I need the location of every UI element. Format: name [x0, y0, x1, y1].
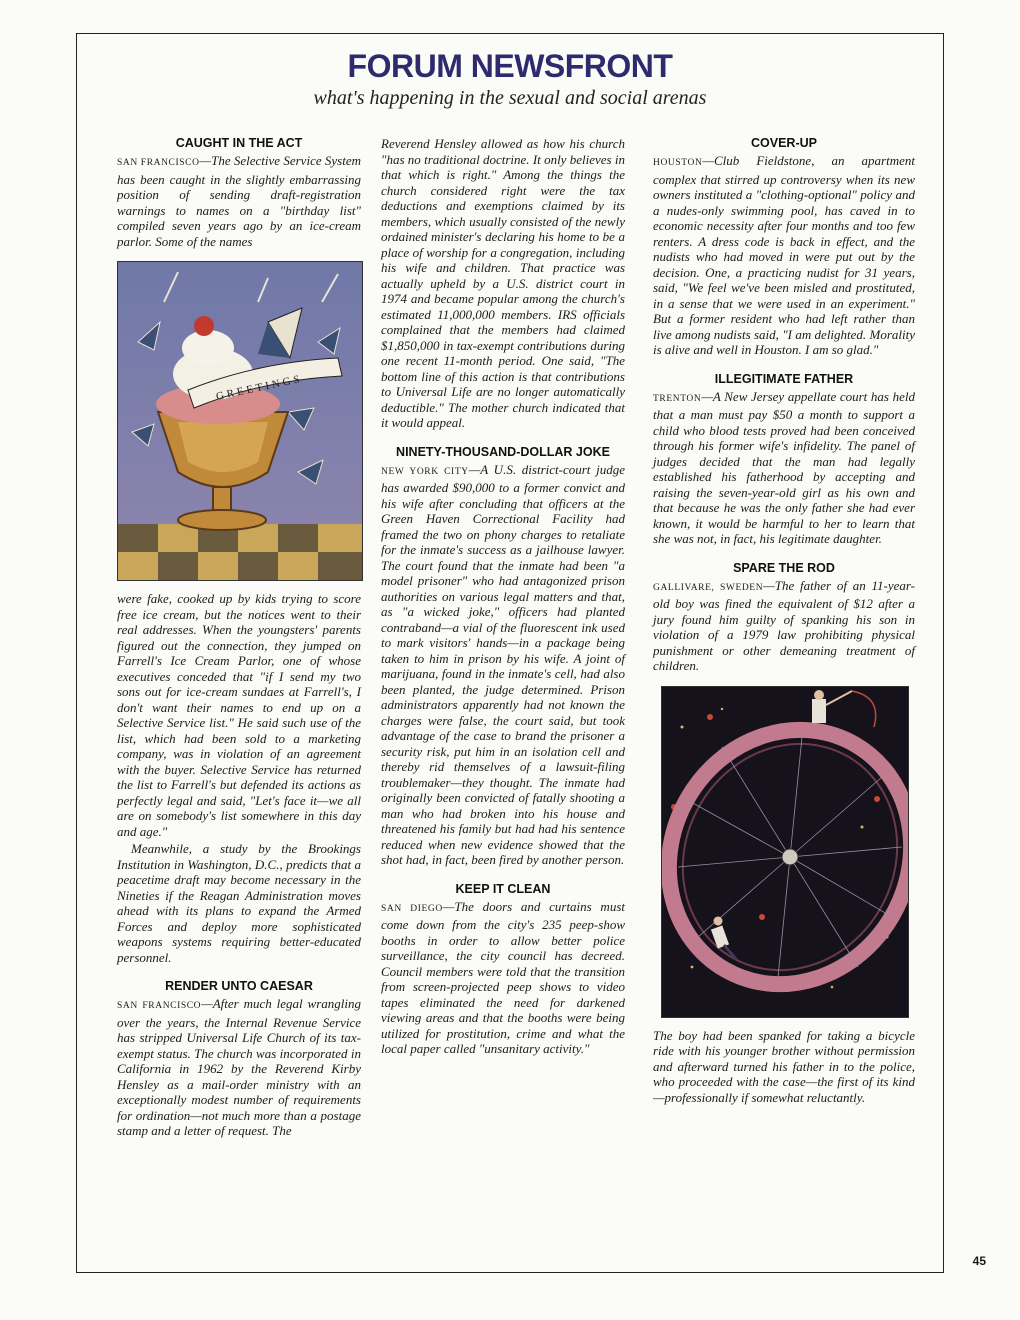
bicycle-wheel-illustration-art	[662, 687, 908, 1017]
article-text: —After much legal wrangling over the years, the Internal Revenue Service has stripped Universal Life Church of its tax-exempt status. The church was incorporated in California in 1962 by the Reverend Kirby Hensley as a mail-order ministry with an exceptionally modest number of requirements for ordination—not much more than a postage stamp and a letter of request. The	[117, 996, 361, 1138]
headline-spare-the-rod: SPARE THE ROD	[733, 560, 835, 575]
headline-cover-up: COVER-UP	[751, 136, 817, 150]
article-text: —The Selective Service System has been caught in the slightly embarrassing position of sending draft-registration warnings to names on a "birthday list" compiled seven years ago by an ice-cream parlor. Some of the names	[117, 153, 361, 249]
article-illegitimate-father	[653, 389, 915, 547]
headline-render-unto-caesar: RENDER UNTO CAESAR	[165, 979, 313, 993]
article-text: —The doors and curtains must come down from the city's 235 peep-show booths in order to allow better police surveillance, the city council has decreed. Council members were told that the transition from screen-projected peep shows to video tapes eliminated the need for darkened viewing areas and that the booths were being utilized for prostitution, crime and what the local paper called "unsanitary activity."	[381, 898, 625, 1056]
column-3	[653, 136, 915, 1105]
tile-floor	[118, 524, 362, 580]
dateline: GALLIVARE, SWEDEN	[653, 582, 764, 593]
page-title: FORUM NEWSFRONT	[347, 48, 673, 84]
page-subtitle: what's happening in the sexual and social arenas	[313, 87, 707, 109]
article-clean	[381, 899, 625, 1057]
bicycle-wheel-illustration	[661, 686, 909, 1018]
article-caught-para2: Meanwhile, a study by the Brookings Institution in Washington, D.C., predicts that a peacetime draft may become necessary in the Nineties if the Reagan Administration moves ahead with its plans to expand the Armed Forces and deploy more sophisticated weapons systems requiring better-educated personnel.	[117, 841, 361, 965]
article-caesar-continued: Reverend Hensley allowed as how his church "has no traditional doctrine. It only believes in that which is right." Among the things the church considered right were the tax deductions and exemptions claimed by its members, which usually consisted of the newly ordained minister's declaring his home to be a place of worship for a congregation, including his wife and children. That practice was actually upheld by a U.S. district court in 1974 and became popular among the church's estimated 11,000,000 members. IRS officials complained that the members had claimed $1,850,000 in tax-exempt contributions during one recent 11-month period. One said, "The bottom line of this action is that contributions to Universal Life are no longer automatically deductible." The mother church indicated that it would appeal.	[381, 136, 625, 430]
column-2	[381, 136, 625, 1057]
page-number: 45	[972, 1254, 986, 1268]
article-text: —Club Fieldstone, an apartment complex that stirred up controversy when its new owners instituted a "clothing-optional" policy and a nudes-only swimming pool, has caved in to economic necessity after four months and too few renters. A dress code is back in effect, and the nudists who had moved in were put out by the decision. One, a practicing nudist for 31 years, said, "We feel we've been misled and prostituted, in a sense that we were used in an experiment." But a former resident who had left rather than live among nudists said, "I am delighted. Morality is alive and well in Houston. I am so glad."	[653, 153, 915, 357]
sundae-illustration	[117, 261, 363, 581]
article-text: —The father of an 11-year-old boy was fined the equivalent of $12 after a jury found him guilty of spanking his son in violation of a 1979 law prohibiting physical punishment or other demeaning treatment of children.	[653, 577, 915, 673]
article-text: —A U.S. district-court judge has awarded $90,000 to a former convict and his wife after concluding that officers at the Green Haven Correctional Facility had framed the two on phony charges to retaliate for the inmate's success as a jailhouse lawyer. The court found that the inmate had been "a model prisoner" who had antagonized prison authorities on various legal matters and that, as "a wicked joke," officers had planted contraband—a vial of the fluorescent ink used to mark visitors' hands—in a package being taken to him in prison by his wife. A joint of marijuana, found in the inmate's cell, had also been planted, the judge determined. Prison administrators apparently had not known the charges were false, the court said, but took advantage of the case to brand the prisoner a security risk, put him in an isolation cell and thereby rid themselves of a lawsuit-filing troublemaker—they thought. The inmate had originally been convicted of fatally shooting a man who had broken into his house and threatened his family but had had his sentence reduced when new evidence showed that the shot had, in fact, been fired by another person.	[381, 461, 625, 867]
headline-ninety-thousand-dollar-joke: NINETY-THOUSAND-DOLLAR JOKE	[396, 444, 610, 459]
article-spare-the-rod	[653, 578, 915, 674]
article-spare-the-rod-continued: The boy had been spanked for taking a bicycle ride with his younger brother without permission and afterward turned his father in to the police, who proceeded with the case—the first of its kind—professionally if somewhat reluctantly.	[653, 1027, 915, 1105]
article-caught-continued: were fake, cooked up by kids trying to score free ice cream, but the notices went to their real addresses. When the youngsters' parents figured out the connection, they jumped on Farrell's Ice Cream Parlor, one of whose executives conceded that "if I send my two sons out for ice-cream sundaes at Farrell's, I don't want their names to end up on a Selective Service list." He said such use of the list, which had been sold to a marketing company, was in violation of an agreement with the buyer. Selective Service has returned the list to Farrell's but defended its actions as perfectly legal and said, "Let's face it—we all are on somebody's list somewhere in this day and age."	[117, 591, 361, 839]
headline-illegitimate-father: ILLEGITIMATE FATHER	[714, 371, 854, 386]
dateline: HOUSTON	[653, 158, 703, 168]
article-cover-up	[653, 153, 915, 358]
dateline: SAN FRANCISCO	[117, 1001, 202, 1011]
sundae-illustration-art	[118, 262, 362, 580]
article-caesar-lead	[117, 996, 361, 1139]
article-joke	[381, 462, 625, 868]
masthead	[76, 48, 944, 110]
dateline: TRENTON	[653, 393, 702, 404]
headline-keep-it-clean: KEEP IT CLEAN	[455, 881, 551, 896]
dateline: SAN DIEGO	[381, 903, 443, 914]
dateline: SAN FRANCISCO	[117, 158, 200, 168]
headline-caught-in-the-act: CAUGHT IN THE ACT	[175, 136, 303, 150]
banner-text: GREETINGS	[214, 372, 304, 403]
article-text: —A New Jersey appellate court has held that a man must pay $50 a month to support a child who blood tests proved had been conceived through his former wife's infidelity. The panel of judges decided that the man had legally established his fatherhood by accepting and raising the seven-year-old girl as his own and that because he was the only father she had ever known, it would be harmful to her to learn that she was not, in fact, his legitimate daughter.	[653, 388, 915, 546]
dateline: NEW YORK CITY	[381, 466, 469, 477]
column-1	[117, 136, 361, 1139]
article-caught-lead	[117, 153, 361, 249]
